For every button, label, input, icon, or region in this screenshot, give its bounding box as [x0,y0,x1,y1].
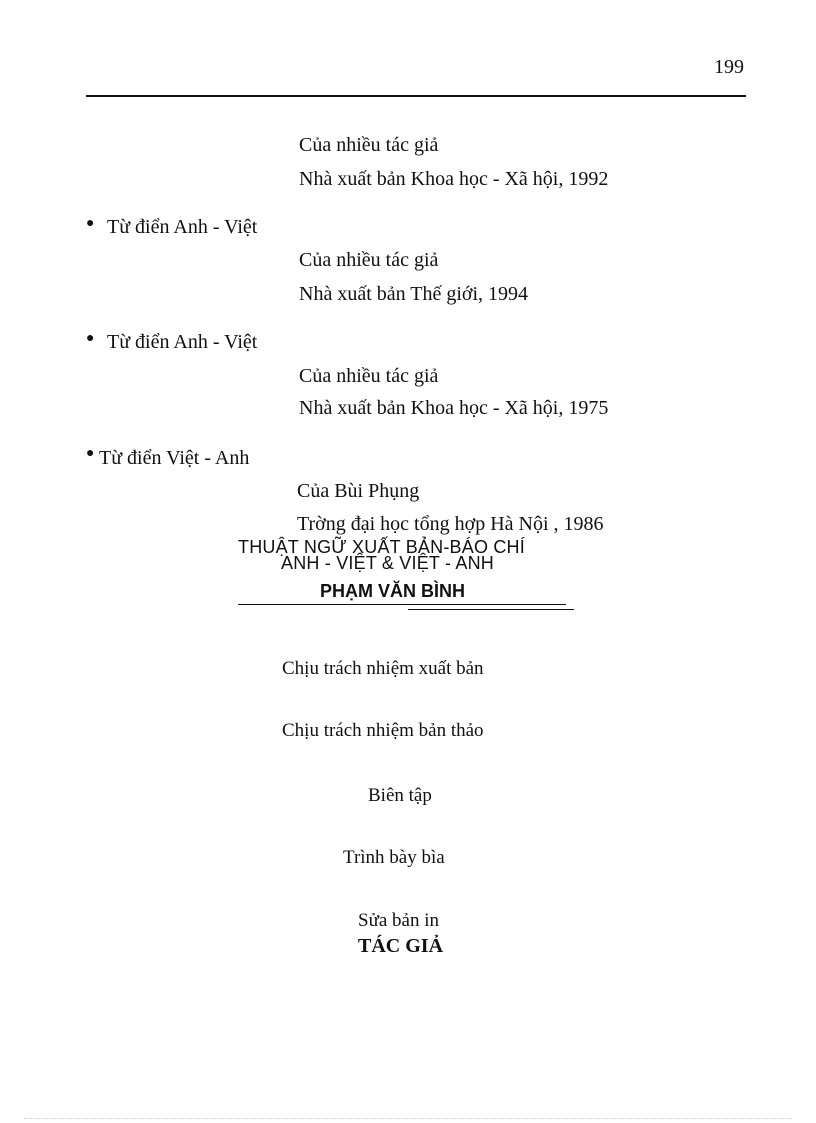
page-number: 199 [714,56,744,78]
header-rule [86,95,746,97]
credit-proofreading: Sửa bản in [358,910,440,931]
colophon-rule-right [408,609,574,610]
footer-divider [24,1118,792,1119]
credit-manuscript-responsibility: Chịu trách nhiệm bản thảo [282,720,484,741]
bullet-icon: ● [86,216,95,231]
reference-publisher: Trờng đại học tổng hợp Hà Nội , 1986 [297,513,604,535]
reference-publisher: Nhà xuất bản Thế giới, 1994 [299,283,529,305]
reference-publisher: Nhà xuất bản Khoa học - Xã hội, 1992 [299,168,609,190]
reference-author: Của nhiều tác giả [299,134,439,156]
reference-title: Từ điển Anh - Việt [107,216,258,238]
bullet-icon: ● [86,331,95,346]
credit-editor: Biên tập [368,785,432,806]
reference-author: Của nhiều tác giả [299,249,439,271]
colophon-author: PHẠM VĂN BÌNH [320,581,466,601]
colophon-title-line1: THUẬT NGỮ XUẤT BẢN-BÁO CHÍ [238,537,525,557]
reference-author: Của nhiều tác giả [299,365,439,387]
bullet-icon: ● [86,446,95,461]
credit-cover-design: Trình bày bìa [343,847,445,868]
credit-publishing-responsibility: Chịu trách nhiệm xuất bản [282,658,484,679]
reference-author: Của Bùi Phụng [297,480,420,502]
colophon-title-line2: ANH - VIỆT & VIỆT - ANH [281,553,494,573]
credit-proofreader-name: TÁC GIẢ [358,935,444,957]
reference-title: Từ điển Việt - Anh [99,447,250,469]
colophon-rule-left [238,604,566,605]
reference-publisher: Nhà xuất bản Khoa học - Xã hội, 1975 [299,397,609,419]
reference-title: Từ điển Anh - Việt [107,331,258,353]
